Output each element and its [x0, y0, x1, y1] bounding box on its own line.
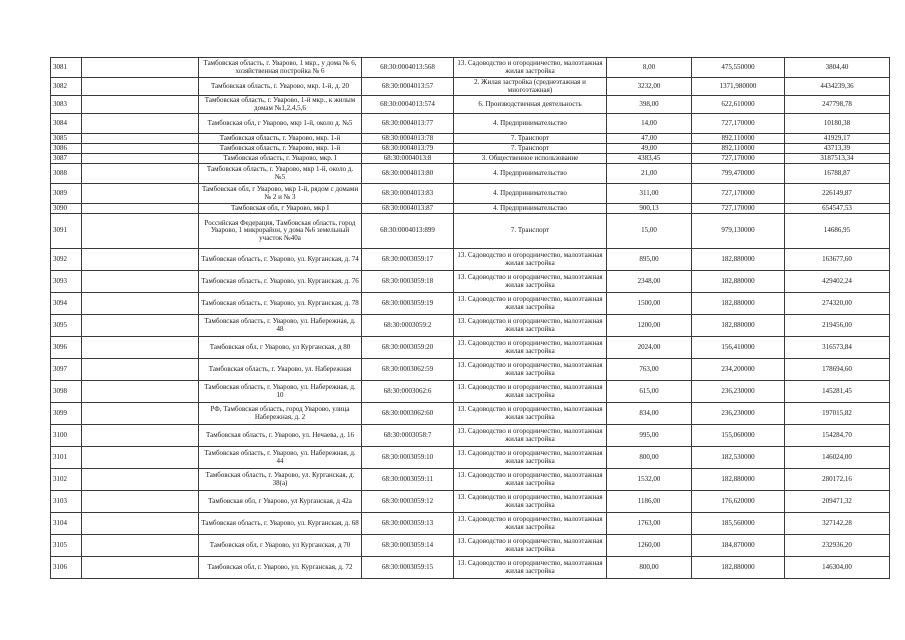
row-address: Тамбовская обл, г Уварово, мкр 1-й, около д. №5: [199, 114, 362, 134]
row-area: 763,00: [607, 359, 692, 381]
row-specific-value: 155,060000: [692, 425, 785, 447]
row-cadastral-value: 16788,87: [785, 164, 890, 184]
row-specific-value: 475,550000: [692, 58, 785, 78]
row-specific-value: 979,130000: [692, 214, 785, 249]
row-area: 47,00: [607, 134, 692, 144]
row-land-use: 13. Садоводство и огородничество, малоэтажная жилая застройка: [454, 381, 607, 403]
row-cadastral-value: 3804,40: [785, 58, 890, 78]
row-cadastral-number: 68:30:0004013:574: [362, 96, 454, 114]
row-address: Тамбовская область, г. Уварово, ул. Курганская, д. 74: [199, 249, 362, 271]
row-area: 800,00: [607, 557, 692, 579]
row-cadastral-number: 68:30:0003062:59: [362, 359, 454, 381]
row-address: Тамбовская обл, г Уварово, ул Курганская, д 42а: [199, 491, 362, 513]
row-cadastral-number: 68:30:0003059:20: [362, 337, 454, 359]
row-blank-cell: [82, 154, 199, 164]
row-land-use: 13. Садоводство и огородничество, малоэтажная жилая застройка: [454, 403, 607, 425]
row-cadastral-number: 68:30:0004013:87: [362, 204, 454, 214]
row-area: 900,13: [607, 204, 692, 214]
row-area: 2348,00: [607, 271, 692, 293]
row-area: 615,00: [607, 381, 692, 403]
row-blank-cell: [82, 58, 199, 78]
row-cadastral-value: 274320,00: [785, 293, 890, 315]
row-blank-cell: [82, 78, 199, 96]
row-blank-cell: [82, 164, 199, 184]
row-cadastral-value: 226149,87: [785, 184, 890, 204]
table-row: [51, 293, 890, 315]
row-number: 3090: [51, 204, 82, 214]
row-area: 21,00: [607, 164, 692, 184]
table-row: [51, 184, 890, 204]
row-cadastral-value: 178694,60: [785, 359, 890, 381]
row-address: Тамбовская обл, г Уварово, мкр I: [199, 204, 362, 214]
row-specific-value: 156,410000: [692, 337, 785, 359]
row-cadastral-value: 163677,60: [785, 249, 890, 271]
row-address: Тамбовская область, г. Уварово, ул. Курганская, д. 78: [199, 293, 362, 315]
row-address: Тамбовская область, г. Уварово, ул. Курганская, д. 68: [199, 513, 362, 535]
row-cadastral-number: 68:30:0003059:13: [362, 513, 454, 535]
row-cadastral-value: 4434239,36: [785, 78, 890, 96]
row-blank-cell: [82, 425, 199, 447]
row-address: Тамбовская область, г. Уварово, ул. Курганская, д. 76: [199, 271, 362, 293]
row-land-use: 3. Общественное использование: [454, 154, 607, 164]
row-address: Тамбовская область, г. Уварово, ул. Набережная: [199, 359, 362, 381]
row-specific-value: 182,880000: [692, 469, 785, 491]
row-blank-cell: [82, 447, 199, 469]
row-blank-cell: [82, 249, 199, 271]
row-specific-value: 236,230000: [692, 381, 785, 403]
row-specific-value: 727,170000: [692, 114, 785, 134]
row-cadastral-number: 68:30:0004013:8: [362, 154, 454, 164]
row-land-use: 7. Транспорт: [454, 144, 607, 154]
row-area: 15,00: [607, 214, 692, 249]
row-cadastral-number: 68:30:0004013:899: [362, 214, 454, 249]
table-row: [51, 491, 890, 513]
row-land-use: 4. Предпринимательство: [454, 184, 607, 204]
land-registry-table: [50, 57, 890, 579]
row-specific-value: 182,880000: [692, 249, 785, 271]
row-land-use: 13. Садоводство и огородничество, малоэтажная жилая застройка: [454, 271, 607, 293]
row-specific-value: 727,170000: [692, 204, 785, 214]
row-address: Тамбовская область, г. Уварово, мкр 1-й, около д. №5: [199, 164, 362, 184]
row-cadastral-number: 68:30:0003059:11: [362, 469, 454, 491]
row-blank-cell: [82, 114, 199, 134]
row-area: 1200,00: [607, 315, 692, 337]
row-cadastral-value: 3187513,34: [785, 154, 890, 164]
row-blank-cell: [82, 535, 199, 557]
row-address: Тамбовская область, г. Уварово, 1-й мкр., к жилым домам №1,2,4,5,6: [199, 96, 362, 114]
row-address: Тамбовская область, г. Уварово, мкр. 1-й: [199, 134, 362, 144]
row-address: РФ, Тамбовская область, город Уварово, улица Набережная, д. 2: [199, 403, 362, 425]
row-land-use: 13. Садоводство и огородничество, малоэтажная жилая застройка: [454, 447, 607, 469]
row-number: 3105: [51, 535, 82, 557]
row-cadastral-number: 68:30:0003059:18: [362, 271, 454, 293]
row-area: 2024,00: [607, 337, 692, 359]
table-row: [51, 134, 890, 144]
row-number: 3081: [51, 58, 82, 78]
row-cadastral-value: 280172,16: [785, 469, 890, 491]
row-number: 3093: [51, 271, 82, 293]
row-area: 1500,00: [607, 293, 692, 315]
row-address: Тамбовская область, г. Уварово, ул. Набережная, д. 48: [199, 315, 362, 337]
table-row: [51, 315, 890, 337]
row-number: 3094: [51, 293, 82, 315]
row-area: 995,00: [607, 425, 692, 447]
row-area: 8,00: [607, 58, 692, 78]
table-row: [51, 249, 890, 271]
row-address: Тамбовская область, г. Уварово, ул. Нечаева, д. 16: [199, 425, 362, 447]
row-number: 3085: [51, 134, 82, 144]
table-row: [51, 469, 890, 491]
row-address: Российская Федерация, Тамбовская область, город Уварово, 1 микрорайон, у дома №6 земельный участок №40а: [199, 214, 362, 249]
row-cadastral-number: 68:30:0003062:6: [362, 381, 454, 403]
row-land-use: 13. Садоводство и огородничество, малоэтажная жилая застройка: [454, 513, 607, 535]
row-blank-cell: [82, 293, 199, 315]
row-area: 834,00: [607, 403, 692, 425]
table-row: [51, 535, 890, 557]
row-cadastral-number: 68:30:0004013:83: [362, 184, 454, 204]
row-cadastral-number: 68:30:0003062:60: [362, 403, 454, 425]
row-land-use: 13. Садоводство и огородничество, малоэтажная жилая застройка: [454, 359, 607, 381]
row-specific-value: 182,880000: [692, 315, 785, 337]
row-specific-value: 727,170000: [692, 184, 785, 204]
row-specific-value: 892,110000: [692, 134, 785, 144]
row-land-use: 7. Транспорт: [454, 134, 607, 144]
table-row: [51, 359, 890, 381]
row-number: 3101: [51, 447, 82, 469]
row-number: 3083: [51, 96, 82, 114]
row-blank-cell: [82, 359, 199, 381]
table-row: [51, 214, 890, 249]
row-cadastral-number: 68:30:0003059:17: [362, 249, 454, 271]
row-number: 3100: [51, 425, 82, 447]
table-row: [51, 78, 890, 96]
table-row: [51, 447, 890, 469]
row-area: 398,00: [607, 96, 692, 114]
row-area: 1532,00: [607, 469, 692, 491]
row-area: 14,00: [607, 114, 692, 134]
table-row: [51, 204, 890, 214]
row-number: 3091: [51, 214, 82, 249]
table-row: [51, 403, 890, 425]
row-number: 3099: [51, 403, 82, 425]
row-blank-cell: [82, 144, 199, 154]
row-land-use: 13. Садоводство и огородничество, малоэтажная жилая застройка: [454, 425, 607, 447]
row-area: 311,00: [607, 184, 692, 204]
row-cadastral-number: 68:30:0003059:2: [362, 315, 454, 337]
row-area: 49,00: [607, 144, 692, 154]
table-row: [51, 164, 890, 184]
table-row: [51, 58, 890, 78]
row-address: Тамбовская область, г. Уварово, ул. Набережная, д. 44: [199, 447, 362, 469]
row-cadastral-value: 41929,17: [785, 134, 890, 144]
row-specific-value: 182,880000: [692, 271, 785, 293]
row-number: 3088: [51, 164, 82, 184]
row-cadastral-number: 68:30:0004013:57: [362, 78, 454, 96]
row-cadastral-value: 316573,84: [785, 337, 890, 359]
row-land-use: 13. Садоводство и огородничество, малоэтажная жилая застройка: [454, 337, 607, 359]
row-land-use: 6. Производственная деятельность: [454, 96, 607, 114]
row-cadastral-value: 219456,00: [785, 315, 890, 337]
row-number: 3082: [51, 78, 82, 96]
row-address: Тамбовская область, г. Уварово, мкр. 1-й: [199, 144, 362, 154]
row-address: Тамбовская обл, г Уварово, мкр 1-й, рядом с домами № 2 и № 3: [199, 184, 362, 204]
row-number: 3089: [51, 184, 82, 204]
row-specific-value: 185,560000: [692, 513, 785, 535]
row-area: 895,00: [607, 249, 692, 271]
row-land-use: 13. Садоводство и огородничество, малоэтажная жилая застройка: [454, 293, 607, 315]
row-specific-value: 892,110000: [692, 144, 785, 154]
row-specific-value: 1371,980000: [692, 78, 785, 96]
row-number: 3097: [51, 359, 82, 381]
row-address: Тамбовская обл, г Уварово, ул Курганская, д 80: [199, 337, 362, 359]
row-area: 1763,00: [607, 513, 692, 535]
row-area: 4383,45: [607, 154, 692, 164]
row-number: 3106: [51, 557, 82, 579]
table-row: [51, 381, 890, 403]
row-blank-cell: [82, 381, 199, 403]
row-cadastral-value: 43713,39: [785, 144, 890, 154]
row-number: 3102: [51, 469, 82, 491]
row-cadastral-number: 68:30:0004013:568: [362, 58, 454, 78]
row-specific-value: 622,610000: [692, 96, 785, 114]
row-number: 3095: [51, 315, 82, 337]
row-number: 3086: [51, 144, 82, 154]
row-address: Тамбовская область, г. Уварово, мкр. 1-й, д. 20: [199, 78, 362, 96]
row-cadastral-value: 232936,20: [785, 535, 890, 557]
row-area: 1186,00: [607, 491, 692, 513]
row-land-use: 2. Жилая застройка (среднеэтажная и многоэтажная): [454, 78, 607, 96]
row-cadastral-number: 68:30:0003059:19: [362, 293, 454, 315]
row-cadastral-number: 68:30:0003059:12: [362, 491, 454, 513]
table-row: [51, 114, 890, 134]
row-cadastral-value: 197015,82: [785, 403, 890, 425]
row-blank-cell: [82, 134, 199, 144]
table-row: [51, 425, 890, 447]
row-cadastral-number: 68:30:0004013:80: [362, 164, 454, 184]
row-blank-cell: [82, 491, 199, 513]
registry-table-body: [51, 58, 890, 579]
row-address: Тамбовская область, г. Уварово, 1 мкр., у дома № 6, хозяйственная постройка № 6: [199, 58, 362, 78]
row-blank-cell: [82, 315, 199, 337]
table-row: [51, 144, 890, 154]
row-number: 3098: [51, 381, 82, 403]
row-cadastral-value: 327142,28: [785, 513, 890, 535]
row-blank-cell: [82, 469, 199, 491]
row-area: 800,00: [607, 447, 692, 469]
row-number: 3092: [51, 249, 82, 271]
row-cadastral-value: 145281,45: [785, 381, 890, 403]
row-land-use: 4. Предпринимательство: [454, 204, 607, 214]
table-row: [51, 154, 890, 164]
row-blank-cell: [82, 271, 199, 293]
row-cadastral-value: 247798,78: [785, 96, 890, 114]
row-land-use: 4. Предпринимательство: [454, 164, 607, 184]
row-blank-cell: [82, 184, 199, 204]
row-cadastral-number: 68:30:0004013:78: [362, 134, 454, 144]
row-land-use: 13. Садоводство и огородничество, малоэтажная жилая застройка: [454, 469, 607, 491]
row-blank-cell: [82, 513, 199, 535]
row-cadastral-number: 68:30:0003059:10: [362, 447, 454, 469]
row-number: 3096: [51, 337, 82, 359]
row-cadastral-value: 429402,24: [785, 271, 890, 293]
row-land-use: 13. Садоводство и огородничество, малоэтажная жилая застройка: [454, 249, 607, 271]
row-specific-value: 727,170000: [692, 154, 785, 164]
row-specific-value: 236,230000: [692, 403, 785, 425]
row-cadastral-number: 68:30:0003058:7: [362, 425, 454, 447]
row-cadastral-value: 146304,00: [785, 557, 890, 579]
row-address: Тамбовская область, г. Уварово, мкр. I: [199, 154, 362, 164]
row-blank-cell: [82, 337, 199, 359]
row-cadastral-number: 68:30:0004013:77: [362, 114, 454, 134]
row-blank-cell: [82, 96, 199, 114]
row-number: 3103: [51, 491, 82, 513]
row-land-use: 13. Садоводство и огородничество, малоэтажная жилая застройка: [454, 557, 607, 579]
row-specific-value: 182,530000: [692, 447, 785, 469]
row-land-use: 13. Садоводство и огородничество, малоэтажная жилая застройка: [454, 535, 607, 557]
row-cadastral-value: 14686,95: [785, 214, 890, 249]
table-row: [51, 271, 890, 293]
row-land-use: 4. Предпринимательство: [454, 114, 607, 134]
row-specific-value: 234,200000: [692, 359, 785, 381]
row-specific-value: 176,620000: [692, 491, 785, 513]
row-cadastral-value: 146024,00: [785, 447, 890, 469]
row-cadastral-number: 68:30:0004013:79: [362, 144, 454, 154]
row-land-use: 7. Транспорт: [454, 214, 607, 249]
row-blank-cell: [82, 214, 199, 249]
table-row: [51, 557, 890, 579]
row-cadastral-value: 209471,32: [785, 491, 890, 513]
row-cadastral-number: 68:30:0003059:14: [362, 535, 454, 557]
row-specific-value: 184,870000: [692, 535, 785, 557]
row-blank-cell: [82, 557, 199, 579]
row-blank-cell: [82, 204, 199, 214]
row-specific-value: 182,880000: [692, 293, 785, 315]
table-row: [51, 96, 890, 114]
row-address: Тамбовская область, г. Уварово, ул. Набережная, д. 10: [199, 381, 362, 403]
row-address: Тамбовская обл, г. Уварово, ул. Курганская, д. 72: [199, 557, 362, 579]
row-address: Тамбовская область, г. Уварово, ул. Курганская, д. 38(а): [199, 469, 362, 491]
row-number: 3087: [51, 154, 82, 164]
row-cadastral-number: 68:30:0003059:15: [362, 557, 454, 579]
row-land-use: 13. Садоводство и огородничество, малоэтажная жилая застройка: [454, 315, 607, 337]
table-row: [51, 513, 890, 535]
row-area: 3232,00: [607, 78, 692, 96]
row-specific-value: 799,470000: [692, 164, 785, 184]
row-cadastral-value: 654547,53: [785, 204, 890, 214]
row-land-use: 13. Садоводство и огородничество, малоэтажная жилая застройка: [454, 58, 607, 78]
row-land-use: 13. Садоводство и огородничество, малоэтажная жилая застройка: [454, 491, 607, 513]
row-number: 3084: [51, 114, 82, 134]
row-number: 3104: [51, 513, 82, 535]
row-specific-value: 182,880000: [692, 557, 785, 579]
table-row: [51, 337, 890, 359]
row-area: 1260,00: [607, 535, 692, 557]
row-cadastral-value: 154284,70: [785, 425, 890, 447]
row-blank-cell: [82, 403, 199, 425]
row-address: Тамбовская обл, г Уварово, ул Курганская, д 70: [199, 535, 362, 557]
row-cadastral-value: 10180,38: [785, 114, 890, 134]
